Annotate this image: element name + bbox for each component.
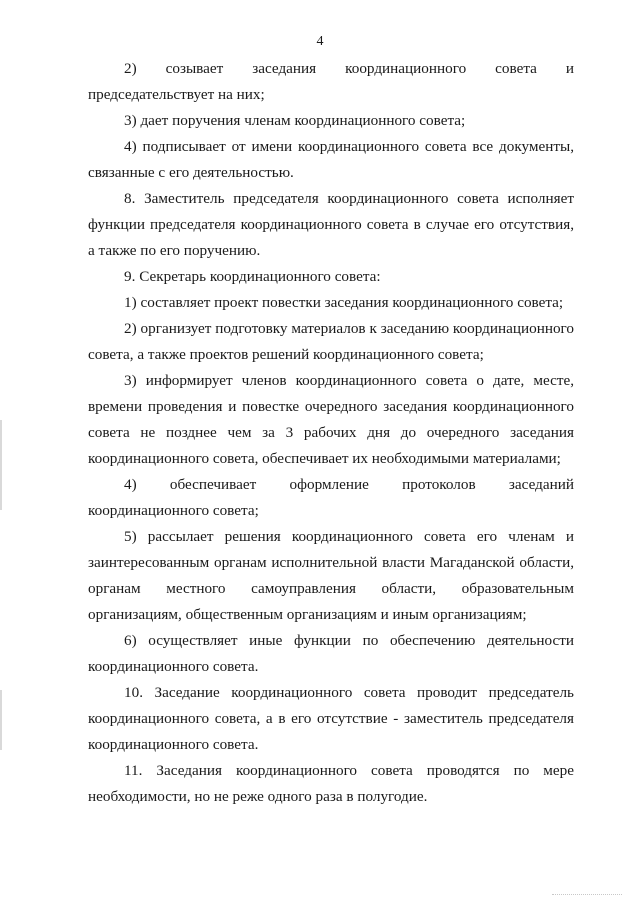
scan-corner-mark [552, 888, 622, 895]
paragraph: 9. Секретарь координационного совета: [124, 268, 381, 285]
paragraph: 1) составляет проект повестки заседания координационного совета; [124, 294, 564, 311]
paragraph: 4) обеспечивает оформление протоколов заседаний координационного совета; [88, 476, 574, 519]
paragraph: 2) организует подготовку материалов к заседанию координационного совета, а также проектов решений координационного совета; [88, 320, 574, 363]
paragraph: 5) рассылает решения координационного совета его членам и заинтересованным органам исполнительной власти Магаданской области, органам местного самоуправления области, образовательным организациям, общественным организациям и иным организациям; [88, 528, 574, 623]
paragraph: 4) подписывает от имени координационного совета все документы, связанные с его деятельностью. [88, 138, 574, 181]
paragraph: 2) созывает заседания координационного совета и председательствует на них; [88, 60, 574, 103]
scan-edge-mark [0, 420, 2, 510]
paragraph: 3) информирует членов координационного совета о дате, месте, времени проведения и повестке очередного заседания координационного совета не позднее чем за 3 рабочих дня до очередного заседания координационного совета, обеспечивает их необходимыми материалами; [88, 372, 574, 467]
paragraph: 11. Заседания координационного совета проводятся по мере необходимости, но не реже одного раза в полугодие. [88, 762, 574, 805]
paragraph: 3) дает поручения членам координационного совета; [124, 112, 466, 129]
paragraph: 6) осуществляет иные функции по обеспечению деятельности координационного совета. [88, 632, 574, 675]
paragraph: 8. Заместитель председателя координационного совета исполняет функции председателя координационного совета в случае его отсутствия, а также по его поручению. [88, 190, 574, 259]
scan-edge-mark [0, 690, 2, 750]
document-body [88, 56, 574, 810]
paragraph: 10. Заседание координационного совета проводит председатель координационного совета, а в его отсутствие - заместитель председателя координационного совета. [88, 684, 574, 753]
page-number: 4 [316, 34, 324, 49]
